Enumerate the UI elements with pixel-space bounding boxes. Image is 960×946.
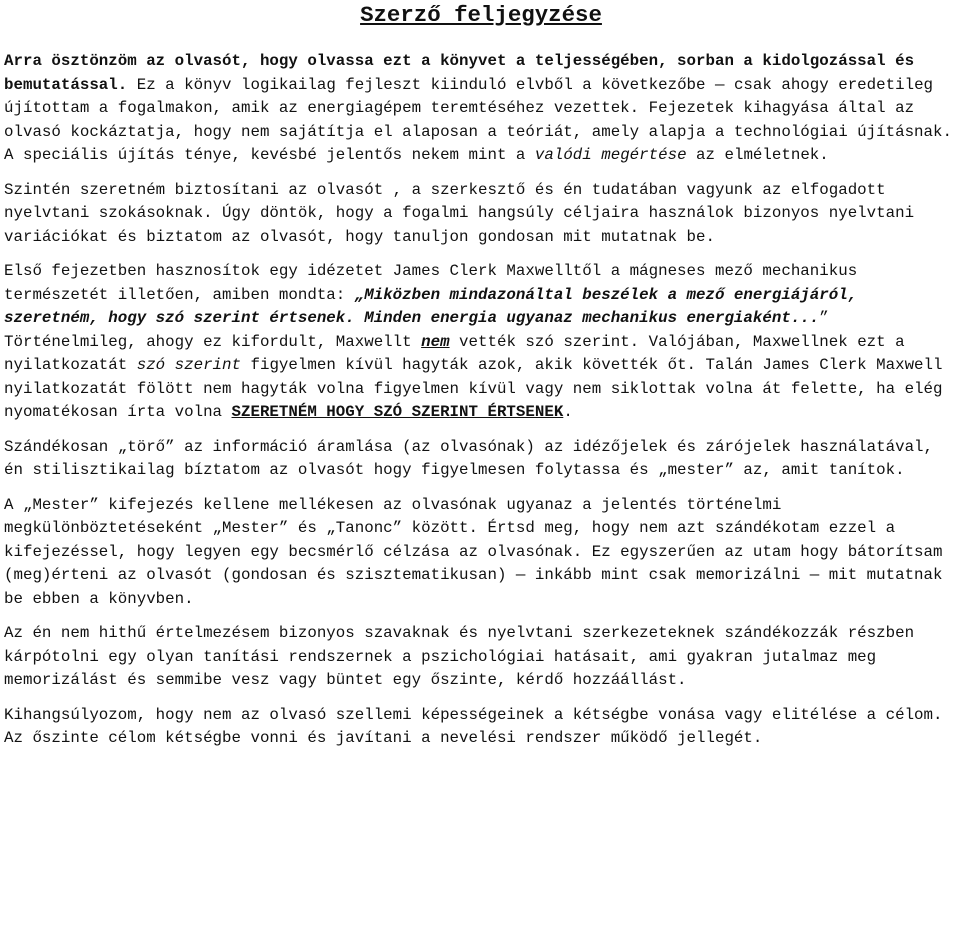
paragraph-4: Szándékosan „törő” az információ áramlása (az olvasónak) az idézőjelek és zárójelek használatával, én stilisztikailag bíztatom az olvasót hogy figyelmesen folytassa és „mester” az, amit tanítok. [4,437,934,479]
p1-italic-text: valódi megértése [534,146,687,164]
paragraph-2: Szintén szeretném biztosítani az olvasót , a szerkesztő és én tudatában vagyunk az elfogadott nyelvtani szokásoknak. Úgy döntök, hogy a fogalmi hangsúly céljaira használok bizonyos nyelvtani variációkat és biztatom az olvasót, hogy tanuljon gondosan mit mutatnak be. [4,180,915,246]
nem-emphasis: nem [421,332,450,351]
p3-text-e: . [563,403,573,421]
page-title: Szerző feljegyzése [360,2,602,28]
paragraph-6: Az én nem hithű értelmezésem bizonyos szavaknak és nyelvtani szerkezeteknek szándékozzák részben kárpótolni egy olyan tanítási rendszernek a pszichológiai hatásait, ami gyakran jutalmaz meg memorizálást és semmibe vesz vagy büntet egy őszinte, kérdő hozzáállást. [4,624,915,689]
paragraph-7: Kihangsúlyozom, hogy nem az olvasó szellemi képességeinek a kétségbe vonása vagy elitélése a célom. Az őszinte célom kétségbe vonni és javítani a nevelési rendszer működő jellegét. [4,705,943,747]
p1-text-b: az elméletnek. [686,146,829,164]
p1-bold-text: Arra ösztönzöm az olvasót, hogy olvassa ezt a könyvet a teljességében, sorban a kidolgozással és bemutatással. [4,52,915,94]
p3-text-a: Első fejezetben hasznosítok egy idézetet James Clerk Maxwelltől a mágneses mező mechanikus természetét illetően, amiben mondta: [4,262,858,304]
caps-emphasis: SZERETNÉM HOGY SZÓ SZERINT ÉRTSENEK [231,403,564,421]
p3-italic-text: szó szerint [136,356,241,374]
document-page [4,0,958,751]
maxwell-quote: „Miközben mindazonáltal beszélek a mező energiájáról, szeretném, hogy szó szerint értsenek. Minden energia ugyanaz mechanikus energiaként... [4,285,858,327]
p3-text-c: vették szó szerint. Valójában, Maxwellnek ezt a nyilatkozatát [4,332,905,374]
p3-text-b: ” Történelmileg, ahogy ez kifordult, Maxwellt [4,309,829,351]
paragraph-3 [4,260,958,425]
p3-text-d: figyelmen kívül hagyták azok, akik követték őt. Talán James Clerk Maxwell nyilatkozatát fölött nem hagyták volna figyelmen kívül vagy nem siklottak volna át felette, ha elég nyomatékosan írta volna [4,356,943,421]
paragraph-5: A „Mester” kifejezés kellene mellékesen az olvasónak ugyanaz a jelentés történelmi megkülönböztetéseként „Mester” és „Tanonc” között. Értsd meg, hogy nem azt szándékotam ezzel a kifejezéssel, hogy legyen egy becsmérlő célzása az olvasónak. Ez egyszerűen az utam hogy bátorítsam (meg)érteni az olvasót (gondosan és szisztematikusan) — inkább mint csak memorizálni — mit mutatnak be ebben a könyvben. [4,495,943,608]
paragraph-1 [4,50,958,168]
p1-text-a: Ez a könyv logikailag fejleszt kiinduló elvből a következőbe — csak ahogy eredetileg újítottam a fogalmakon, amik az energiagépem teremtéséhez vezettek. Fejezetek kihagyása által az olvasó kockáztatja, hogy nem sajátítja el alaposan a teóriát, amely alapja a technológiai újításnak. A speciális újítás ténye, kevésbé jelentős nekem mint a [4,75,952,164]
